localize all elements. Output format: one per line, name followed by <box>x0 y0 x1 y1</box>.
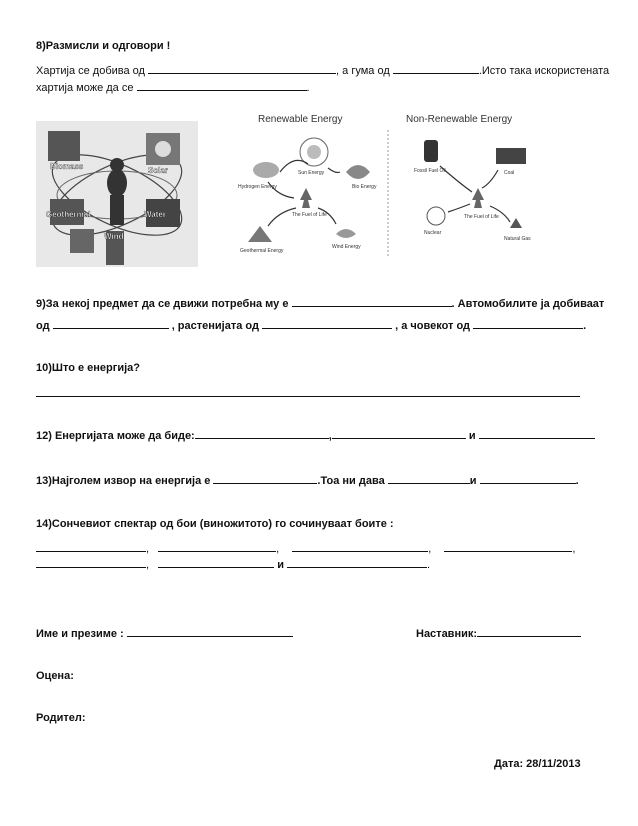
nonrenewable-title: Non-Renewable Energy <box>406 114 513 125</box>
q8-text-c: .Исто така искористената <box>478 65 610 77</box>
q9-text-e: , а човекот од <box>395 320 471 332</box>
q14-and: и <box>277 559 284 571</box>
color-3-blank[interactable] <box>292 541 428 552</box>
energy-form-1-blank[interactable] <box>195 428 329 439</box>
q9-text-end: . <box>583 320 587 332</box>
q13-end: . <box>575 475 579 487</box>
teacher-label: Наставник: <box>416 628 478 640</box>
q13-and: и <box>469 475 477 487</box>
q14-line-2 <box>36 557 430 571</box>
date-label: Дата: 28/11/2013 <box>494 758 581 770</box>
energy-sources-image <box>36 121 198 267</box>
energy-definition-blank[interactable] <box>36 386 580 397</box>
gives-us-2-blank[interactable] <box>480 473 576 484</box>
energy-needed-blank[interactable] <box>292 296 452 307</box>
bio-energy-label: Bio Energy <box>352 184 377 190</box>
geothermal-label: Geothermal <box>46 210 91 219</box>
hydrogen-label: Hydrogen Energy <box>238 184 277 190</box>
q14-end: . <box>427 559 431 571</box>
color-1-blank[interactable] <box>36 541 146 552</box>
color-7-blank[interactable] <box>287 557 427 568</box>
nuclear-label: Nuclear <box>424 230 442 236</box>
gives-us-1-blank[interactable] <box>388 473 470 484</box>
water-label: Water <box>144 210 166 219</box>
renewable-nonrenewable-diagram <box>228 108 540 268</box>
biggest-source-blank[interactable] <box>213 473 317 484</box>
q12-text-a: 12) Енергијата може да биде: <box>36 430 195 442</box>
q9-line-2 <box>36 318 586 332</box>
q9-line-1 <box>36 296 604 310</box>
q13-line <box>36 473 579 487</box>
q12-comma: , <box>328 430 332 442</box>
q10-heading: 10)Што е енергија? <box>36 362 140 374</box>
q8-text-b: , а гума од <box>336 65 390 77</box>
wind-label: Wind <box>104 232 124 241</box>
biomass-label: Biomass <box>50 162 84 171</box>
solar-label: Solar <box>148 166 169 175</box>
q8-text-d: хартија може да се <box>36 82 134 94</box>
q14-comma-5: , <box>146 559 150 571</box>
q14-comma-2: , <box>276 543 280 555</box>
q9-text-c: од <box>36 320 50 332</box>
color-6-blank[interactable] <box>158 557 274 568</box>
cars-energy-blank[interactable] <box>53 318 169 329</box>
energy-form-3-blank[interactable] <box>479 428 595 439</box>
teacher-field <box>416 626 581 640</box>
color-2-blank[interactable] <box>158 541 276 552</box>
name-field <box>36 626 293 640</box>
color-5-blank[interactable] <box>36 557 146 568</box>
q13-text-b: .Тоа ни дава <box>317 475 385 487</box>
plants-energy-blank[interactable] <box>262 318 392 329</box>
q14-comma-1: , <box>146 543 150 555</box>
color-4-blank[interactable] <box>444 541 572 552</box>
human-energy-blank[interactable] <box>473 318 583 329</box>
q8-text-a: Хартија се добива од <box>36 65 145 77</box>
q8-text-end: . <box>306 82 310 94</box>
natural-gas-label: Natural Gas <box>504 236 531 242</box>
nr-fuel-of-life-label: The Fuel of Life <box>464 214 499 220</box>
coal-label: Coal <box>504 170 515 176</box>
geothermal-energy-label: Geothermal Energy <box>240 248 284 254</box>
q14-line-1 <box>36 541 575 555</box>
q9-text-a: 9)За некој предмет да се движи потребна му е <box>36 298 289 310</box>
q9-text-b: . Автомобилите ја добиваат <box>451 298 605 310</box>
rubber-source-blank[interactable] <box>393 63 479 74</box>
q13-text-a: 13)Најголем извор на енергија е <box>36 475 211 487</box>
parent-label: Родител: <box>36 712 86 724</box>
q9-text-d: , растенијата од <box>171 320 259 332</box>
name-blank[interactable] <box>127 626 293 637</box>
q12-line <box>36 428 595 442</box>
fuel-of-life-label: The Fuel of Life <box>292 212 327 218</box>
fossil-fuel-label: Fossil Fuel Oil <box>414 168 446 174</box>
renewable-title: Renewable Energy <box>258 114 343 125</box>
q14-comma-3: , <box>428 543 432 555</box>
wind-energy-label: Wind Energy <box>332 244 361 250</box>
grade-label: Оцена: <box>36 670 74 682</box>
q8-heading: 8)Размисли и одговори ! <box>36 40 171 52</box>
q14-comma-4: , <box>572 543 576 555</box>
paper-source-blank[interactable] <box>148 63 336 74</box>
q12-and: и <box>468 430 476 442</box>
teacher-blank[interactable] <box>477 626 581 637</box>
q8-line-1 <box>36 63 609 77</box>
recycled-paper-blank[interactable] <box>137 80 307 91</box>
name-label: Име и презиме : <box>36 628 124 640</box>
sun-energy-label: Sun Energy <box>298 170 325 176</box>
q8-line-2 <box>36 80 310 94</box>
energy-form-2-blank[interactable] <box>332 428 466 439</box>
q14-heading: 14)Сончевиот спектар од бои (виножитото) го сочинуваат боите : <box>36 518 394 530</box>
